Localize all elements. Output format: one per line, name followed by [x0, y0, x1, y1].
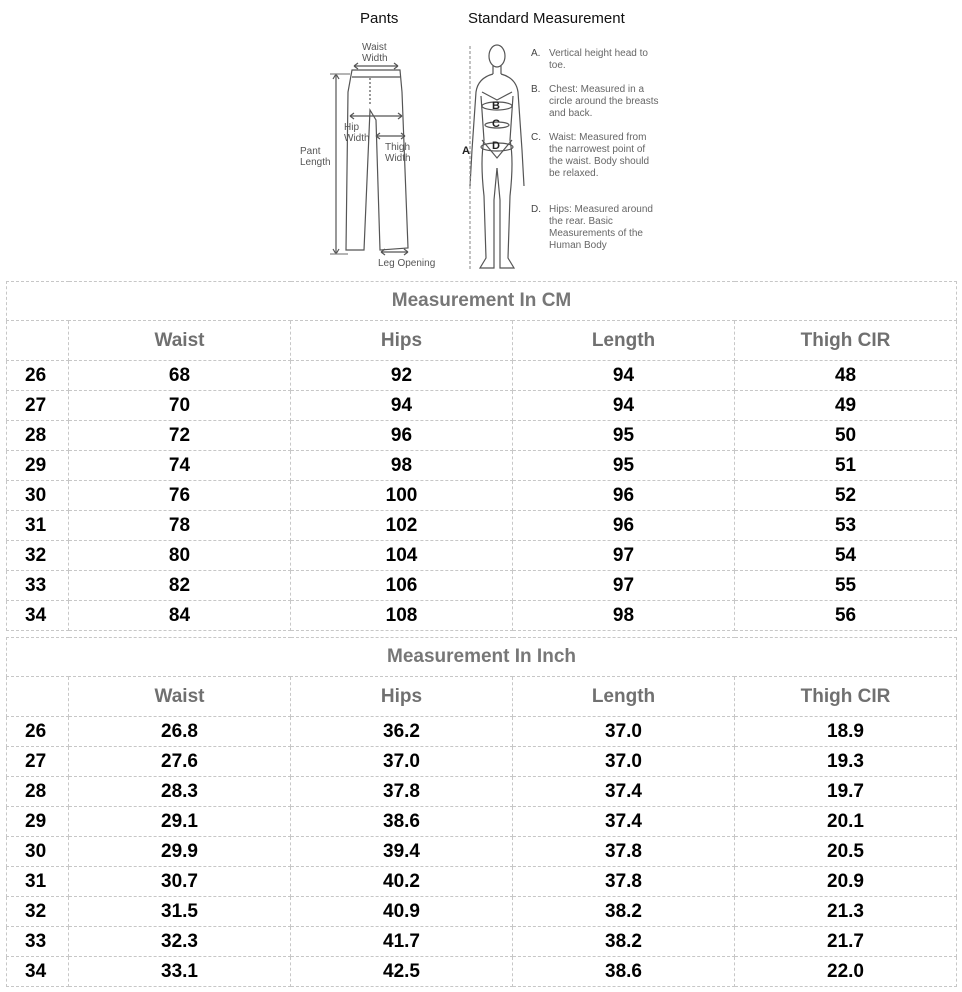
- value-cell: 98: [513, 601, 735, 631]
- size-cell: 33: [7, 571, 69, 601]
- size-cell: 29: [7, 451, 69, 481]
- table-title-row: [7, 638, 957, 677]
- column-header: Length: [513, 321, 735, 361]
- value-cell: 42.5: [291, 957, 513, 987]
- value-cell: 108: [291, 601, 513, 631]
- value-cell: 96: [513, 481, 735, 511]
- chest-letter-b: B: [492, 100, 500, 112]
- value-cell: 33.1: [69, 957, 291, 987]
- value-cell: 26.8: [69, 717, 291, 747]
- value-cell: 100: [291, 481, 513, 511]
- note-c-letter: C.: [531, 132, 541, 143]
- value-cell: 37.0: [513, 717, 735, 747]
- size-cell: 34: [7, 601, 69, 631]
- value-cell: 37.4: [513, 777, 735, 807]
- value-cell: 37.4: [513, 807, 735, 837]
- value-cell: 21.3: [735, 897, 957, 927]
- value-cell: 95: [513, 451, 735, 481]
- value-cell: 104: [291, 541, 513, 571]
- value-cell: 37.0: [291, 747, 513, 777]
- note-d-letter: D.: [531, 204, 541, 215]
- table-row: [7, 957, 957, 987]
- value-cell: 20.1: [735, 807, 957, 837]
- value-cell: 37.8: [513, 867, 735, 897]
- value-cell: 56: [735, 601, 957, 631]
- value-cell: 37.0: [513, 747, 735, 777]
- value-cell: 70: [69, 391, 291, 421]
- column-header: [7, 321, 69, 361]
- value-cell: 95: [513, 421, 735, 451]
- table-row: [7, 391, 957, 421]
- note-a-text: Vertical height head to toe.: [549, 48, 648, 71]
- size-cell: 34: [7, 957, 69, 987]
- value-cell: 31.5: [69, 897, 291, 927]
- value-cell: 98: [291, 451, 513, 481]
- table-row: [7, 421, 957, 451]
- waist-letter-c: C: [492, 118, 500, 130]
- pant-length-label: Pant Length: [300, 146, 331, 168]
- value-cell: 72: [69, 421, 291, 451]
- value-cell: 74: [69, 451, 291, 481]
- value-cell: 20.5: [735, 837, 957, 867]
- value-cell: 54: [735, 541, 957, 571]
- value-cell: 51: [735, 451, 957, 481]
- value-cell: 22.0: [735, 957, 957, 987]
- diagram-drawing: [0, 0, 962, 276]
- value-cell: 29.1: [69, 807, 291, 837]
- note-b-letter: B.: [531, 84, 541, 95]
- value-cell: 32.3: [69, 927, 291, 957]
- value-cell: 106: [291, 571, 513, 601]
- size-cell: 29: [7, 807, 69, 837]
- value-cell: 55: [735, 571, 957, 601]
- size-table-inch: [6, 637, 957, 987]
- standard-measurement-title: Standard Measurement: [468, 10, 625, 27]
- table-row: [7, 867, 957, 897]
- value-cell: 52: [735, 481, 957, 511]
- value-cell: 19.7: [735, 777, 957, 807]
- note-a: [531, 48, 659, 72]
- size-cell: 30: [7, 481, 69, 511]
- body-figure: [470, 45, 524, 268]
- value-cell: 37.8: [291, 777, 513, 807]
- note-b: [531, 84, 659, 120]
- table-row: [7, 837, 957, 867]
- table-row: [7, 927, 957, 957]
- value-cell: 18.9: [735, 717, 957, 747]
- value-cell: 94: [513, 391, 735, 421]
- size-cell: 31: [7, 511, 69, 541]
- value-cell: 92: [291, 361, 513, 391]
- measurement-diagram: [0, 0, 962, 276]
- value-cell: 96: [291, 421, 513, 451]
- leg-opening-label: Leg Opening: [378, 258, 436, 269]
- table-row: [7, 717, 957, 747]
- hip-width-label: Hip Width: [344, 122, 370, 144]
- table-row: [7, 541, 957, 571]
- value-cell: 78: [69, 511, 291, 541]
- note-b-text: Chest: Measured in a circle around the breasts and back.: [549, 84, 659, 119]
- value-cell: 94: [291, 391, 513, 421]
- value-cell: 82: [69, 571, 291, 601]
- value-cell: 49: [735, 391, 957, 421]
- table-title: Measurement In CM: [7, 282, 957, 321]
- value-cell: 84: [69, 601, 291, 631]
- value-cell: 40.2: [291, 867, 513, 897]
- table-row: [7, 451, 957, 481]
- value-cell: 20.9: [735, 867, 957, 897]
- table-row: [7, 897, 957, 927]
- table-title: Measurement In Inch: [7, 638, 957, 677]
- size-cell: 28: [7, 421, 69, 451]
- value-cell: 76: [69, 481, 291, 511]
- value-cell: 28.3: [69, 777, 291, 807]
- table-row: [7, 777, 957, 807]
- table-row: [7, 747, 957, 777]
- size-cell: 30: [7, 837, 69, 867]
- size-cell: 28: [7, 777, 69, 807]
- table-row: [7, 601, 957, 631]
- value-cell: 80: [69, 541, 291, 571]
- value-cell: 21.7: [735, 927, 957, 957]
- table-row: [7, 807, 957, 837]
- column-header: Length: [513, 677, 735, 717]
- value-cell: 38.2: [513, 897, 735, 927]
- value-cell: 94: [513, 361, 735, 391]
- column-header: Hips: [291, 677, 513, 717]
- size-cell: 26: [7, 717, 69, 747]
- value-cell: 38.6: [513, 957, 735, 987]
- value-cell: 97: [513, 541, 735, 571]
- value-cell: 40.9: [291, 897, 513, 927]
- table-header-row: [7, 677, 957, 717]
- waist-width-label: Waist Width: [362, 42, 388, 64]
- height-letter-a: A: [462, 145, 470, 157]
- table-row: [7, 571, 957, 601]
- value-cell: 41.7: [291, 927, 513, 957]
- size-table-cm: [6, 281, 957, 631]
- note-c: [531, 132, 659, 180]
- value-cell: 39.4: [291, 837, 513, 867]
- note-d-text: Hips: Measured around the rear. Basic Measurements of the Human Body: [549, 204, 653, 251]
- size-cell: 26: [7, 361, 69, 391]
- pants-title: Pants: [360, 10, 399, 27]
- value-cell: 48: [735, 361, 957, 391]
- value-cell: 29.9: [69, 837, 291, 867]
- table-title-row: [7, 282, 957, 321]
- value-cell: 97: [513, 571, 735, 601]
- value-cell: 30.7: [69, 867, 291, 897]
- value-cell: 38.2: [513, 927, 735, 957]
- note-a-letter: A.: [531, 48, 541, 59]
- table-row: [7, 361, 957, 391]
- size-cell: 32: [7, 897, 69, 927]
- note-d: [531, 204, 659, 252]
- value-cell: 53: [735, 511, 957, 541]
- size-cell: 27: [7, 391, 69, 421]
- table-header-row: [7, 321, 957, 361]
- hips-letter-d: D: [492, 140, 500, 152]
- value-cell: 38.6: [291, 807, 513, 837]
- note-c-text: Waist: Measured from the narrowest point of the waist. Body should be relaxed.: [549, 132, 650, 179]
- value-cell: 27.6: [69, 747, 291, 777]
- size-cell: 31: [7, 867, 69, 897]
- column-header: [7, 677, 69, 717]
- column-header: Waist: [69, 321, 291, 361]
- column-header: Thigh CIR: [735, 321, 957, 361]
- value-cell: 102: [291, 511, 513, 541]
- size-cell: 33: [7, 927, 69, 957]
- value-cell: 19.3: [735, 747, 957, 777]
- value-cell: 37.8: [513, 837, 735, 867]
- thigh-width-label: Thigh Width: [385, 142, 411, 164]
- column-header: Hips: [291, 321, 513, 361]
- value-cell: 68: [69, 361, 291, 391]
- value-cell: 96: [513, 511, 735, 541]
- table-row: [7, 511, 957, 541]
- value-cell: 36.2: [291, 717, 513, 747]
- size-cell: 32: [7, 541, 69, 571]
- table-row: [7, 481, 957, 511]
- value-cell: 50: [735, 421, 957, 451]
- column-header: Thigh CIR: [735, 677, 957, 717]
- column-header: Waist: [69, 677, 291, 717]
- size-cell: 27: [7, 747, 69, 777]
